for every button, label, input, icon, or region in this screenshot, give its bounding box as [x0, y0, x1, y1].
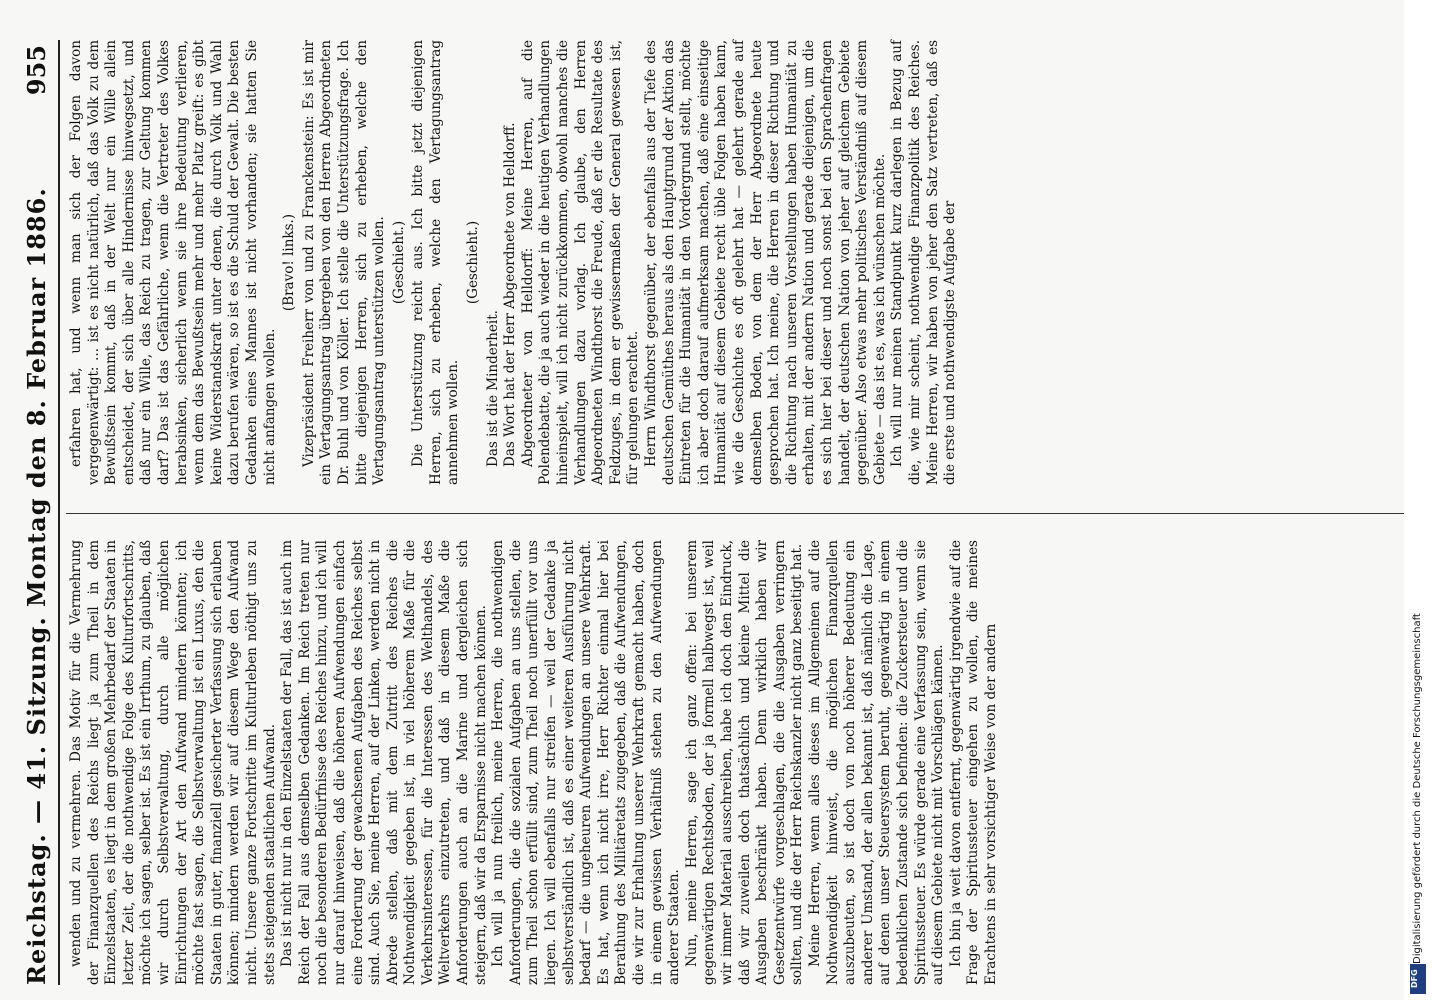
page-header	[14, 45, 54, 985]
paragraph: erfahren hat, und wenn man sich der Folgen davon vergegenwärtigt: ... ist es nicht natürlich, daß das Volk zu dem Bewußtsein kommt, daß in der Welt nur ein Wille allein entscheidet, der sich über alle Hindernisse hinwegsetzt, und daß nur ein Wille, das Reich zu tragen, zur Geltung kommen darf? Das ist das Gefährliche, wenn die Vertreter des Volkes herabsinken, sicherlich wenn sie ihre Bedeutung verlieren, wenn dem das Bewußtsein mehr und mehr Platz greift: es gibt keine Widerstandskraft unter denen, die durch Volk und Wahl dazu berufen wären, so ist es die Schuld der Gewalt. Die besten Gedanken eines Mannes ist nicht vorhanden; sie hatten Sie nicht anfangen wollen.	[68, 40, 278, 485]
interjection: (Bravo! links.)	[281, 213, 298, 312]
paragraph: Das ist die Minderheit.	[484, 310, 501, 467]
paragraph: Das ist nicht nur in den Einzelstaaten der Fall, das ist auch im Reich der Fall aus demselben Gedanken. Im Reich treten nur noch die besonderen Bedürfnisse des Reiches hinzu, und ich will nur darauf hinweisen, daß die höheren Aufwendungen einfach eine Forderung der gewachsenen Aufgaben des Reiches selbst sind. Auch Sie, meine Herren, auf der Linken, werden nicht in Abrede stellen, daß mit dem Zutritt des Reiches die Nothwendigkeit gegeben ist, in viel höherem Maße für die Verkehrsinteressen, für die Interessen des Welthandels, des Weltverkehrs einzutreten, und daß in diesem Maße die Anforderungen auch an die Marine und dergleichen sich steigern, daß wir da Ersparnisse nicht machen können.	[279, 540, 489, 985]
left-column	[68, 540, 1000, 985]
rotated-page-content	[6, 0, 1426, 1000]
paragraph: Vizepräsident Freiherr von und zu Franckenstein: Es ist mir ein Vertagungsantrag übergeben von den Herren Abgeordneten Dr. Buhl und von Köller. Ich stelle die Unterstützungsfrage. Ich bitte diejenigen Herren, sich zu erheben, welche den Vertagungsantrag unterstützen wollen.	[300, 40, 388, 485]
paragraph: Herrn Windthorst gegenüber, der ebenfalls aus der Tiefe des deutschen Gemüthes heraus als den Hauptgrund der Aktion das Eintreten für die Humanität in den Vordergrund stellt, möchte ich aber doch darauf aufmerksam machen, daß eine einseitige Humanität auf diesem Gebiete recht üble Folgen haben kann, wie die Geschichte es oft gelehrt hat — gelehrt gerade auf demselben Boden, von dem der Herr Abgeordnete heute gesprochen hat. Ich meine, die Herren in dieser Richtung und die Richtung nach unseren Vorstellungen haben Humanität zu erhalten, mit der andern Nation und gerade diejenigen, um die es sich hier bei dieser und noch sonst bei den Sprachenfragen handelt, der deutschen Nation von jeher auf gleichem Gebiete gegenüber. Also etwas mehr politisches Verständniß auf diesem Gebiete — das ist es, was ich wünschen möchte.	[643, 40, 888, 485]
paragraph: Die Unterstützung reicht aus. Ich bitte jetzt diejenigen Herren, sich zu erheben, welche den Vertagungsantrag annehmen wollen.	[410, 40, 462, 485]
interjection: (Geschieht.)	[390, 220, 407, 305]
right-column	[68, 40, 960, 485]
paragraph: Nun, meine Herren, sage ich ganz offen: bei unserem gegenwärtigen Rechtsboden, der ja formell halbwegst ist, weil wir immer Material ausschreiben, habe ich doch den Eindruck, daß wir zuweilen doch thatsächlich und kleine Mittel die Ausgaben beschränkt haben. Denn wirklich haben wir Gesetzentwürfe vorgeschlagen, die die Ausgaben verringern sollten, und die der Herr Reichskanzler nicht ganz beseitigt hat.	[683, 540, 806, 985]
digitization-note: Digitalisierung gefördert durch die Deutsche Forschungsgemeinschaft	[1412, 613, 1423, 964]
paragraph: Ich will ja nun freilich, meine Herren, die nothwendigen Anforderungen, die die sozialen Aufgaben an uns stellen, die zum Theil schon erfüllt sind, zum Theil noch unerfüllt vor uns liegen. Ich will ebenfalls nur streifen — weil der Gedanke ja selbstverständlich ist, daß es einer weiteren Ausführung nicht bedarf — die ungeheuren Aufwendungen an unsere Wehrkraft. Es hat, wenn ich nicht irre, Herr Richter einmal hier bei Berathung des Militäretats zugegeben, daß die Aufwendungen, die wir zur Erhaltung unserer Wehrkraft gemacht haben, doch in einem gewissen Verhältniß stehen zu den Aufwendungen anderer Staaten.	[490, 540, 683, 985]
column-divider	[66, 513, 1416, 514]
paragraph: Ich will nur meinen Standpunkt kurz darlegen in Bezug auf die, wie mir scheint, nothwendige Finanzpolitik des Reiches. Meine Herren, wir haben von jeher den Satz vertreten, daß es die erste und nothwendigste Aufgabe der	[889, 40, 959, 485]
paragraph: wenden und zu vermehren. Das Motiv für die Vermehrung der Finanzquellen des Reichs liegt ja zum Theil in dem Einzelstaaten, es liegt in dem großen Mehrbedarf der Staaten in letzter Zeit, der die nothwendige Folge des Kulturfortschritts, möchte ich sagen, selber ist. Es ist ein Irrthum, zu glauben, daß wir durch Selbstverwaltung, durch alle möglichen Einrichtungen der Art den Aufwand mindern könnten; ich möchte fast sagen, die Selbstverwaltung ist ein Luxus, den die Staaten in guter, finanziell gesicherter Verfassung sich erlauben können; mindern werden wir auf diesem Wege den Aufwand nicht. Unsere ganze Fortschritte im Kulturleben nöthigt uns zu stets steigenden staatlichen Aufwand.	[68, 540, 278, 985]
page-number: 955	[22, 45, 51, 96]
paragraph: Ich bin ja weit davon entfernt, gegenwärtig irgendwie auf die Frage der Spiritussteuer eingehen zu wollen, die meines Erachtens in sehr vorsichtiger Weise von der andern	[947, 540, 999, 985]
page-title: Reichstag. — 41. Sitzung. Montag den 8. Februar 1886.	[22, 187, 51, 985]
paragraph: Abgeordneter von Helldorff: Meine Herren, auf die Polendebatte, die ja auch wieder in die heutigen Verhandlungen hineinspielt, will ich nicht zurückkommen, obwohl manches die Verhandlungen dazu vorlag. Ich glaube, den Herren Abgeordneten Windthorst die Freude, daß er die Resultate des Feldzuges, in dem er gewissermaßen der General gewesen ist, für gelungen erachtet.	[519, 40, 642, 485]
header-rule	[58, 40, 60, 985]
paragraph: Meine Herren, wenn alles dieses im Allgemeinen auf die Nothwendigkeit hinweist, die möglichen Finanzquellen auszubeuten, so ist doch von noch höherer Bedeutung ein anderer Umstand, der allen bekannt ist, daß nämlich die Lage, auf denen unser Steuersystem beruht, gegenwärtig in einem bedenklichen Zustande sich befinden: die Zuckersteuer und die Spiritussteuer. Es würde gerade eine Verfassung sein, wenn sie auf diesem Gebiete nicht mit Vorschlägen kämen.	[806, 540, 947, 985]
dfg-logo: DFG	[1410, 964, 1426, 994]
interjection: (Geschieht.)	[465, 220, 482, 305]
paragraph: Das Wort hat der Herr Abgeordnete von Helldorff.	[502, 122, 519, 467]
